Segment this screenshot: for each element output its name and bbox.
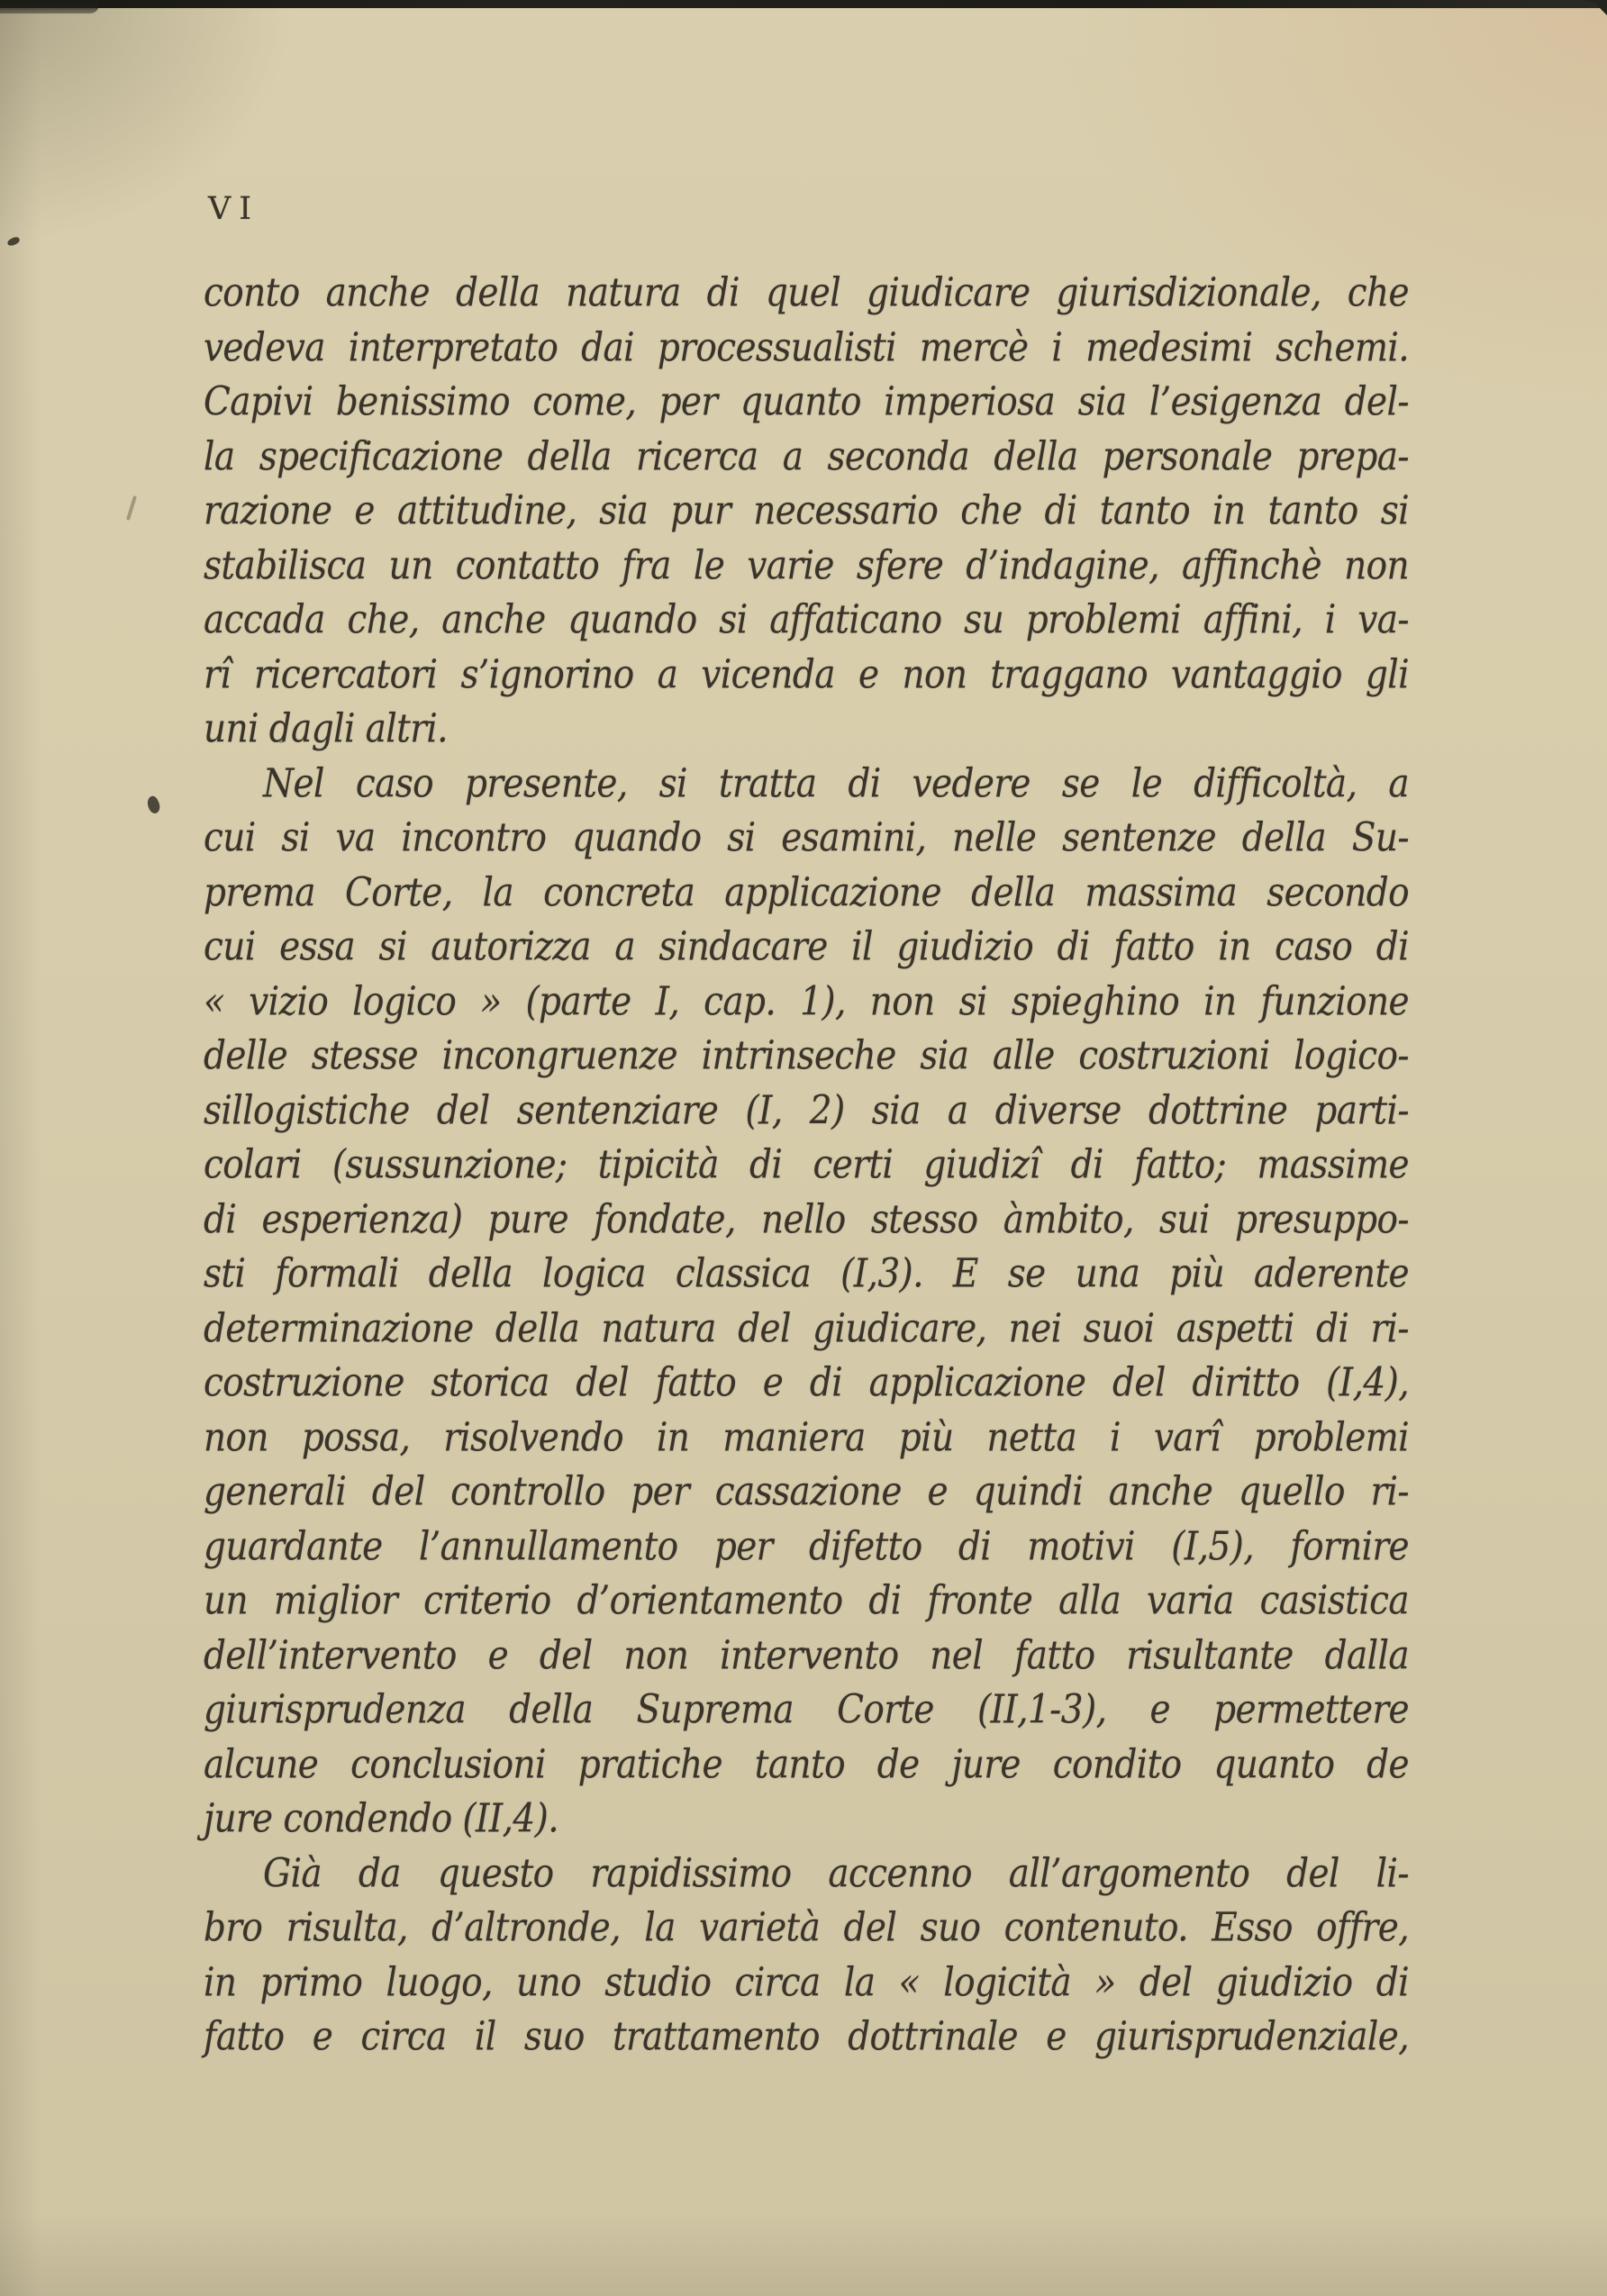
text-line: di esperienza) pure fondate, nello stesso àmbito, sui presuppo- — [204, 1196, 1409, 1243]
text-line: in primo luogo, uno studio circa la « logicità » del giudizio di — [204, 1959, 1409, 2006]
paragraph — [204, 267, 1409, 758]
text-line: cui si va incontro quando si esamini, nelle sentenze della Su- — [204, 814, 1409, 861]
text-line: determinazione della natura del giudicare, nei suoi aspetti di ri- — [204, 1305, 1409, 1352]
page-top-edge-shadow — [0, 0, 1607, 8]
text-line: costruzione storica del fatto e di applicazione del diritto (I,4), — [204, 1359, 1409, 1406]
text-line: cui essa si autorizza a sindacare il giudizio di fatto in caso di — [204, 923, 1409, 970]
text-line: prema Corte, la concreta applicazione della massima secondo — [204, 869, 1409, 916]
paragraph — [204, 1847, 1409, 2065]
text-line: stabilisca un contatto fra le varie sfere d’indagine, affinchè non — [204, 542, 1409, 589]
text-line: rî ricercatori s’ignorino a vicenda e non traggano vantaggio gli — [204, 651, 1409, 698]
text-line: sillogistiche del sentenziare (I, 2) sia a diverse dottrine parti- — [204, 1087, 1409, 1134]
paragraph — [204, 758, 1409, 1847]
page-text — [204, 267, 1409, 2065]
text-line: accada che, anche quando si affaticano su problemi affini, i va- — [204, 596, 1409, 643]
ink-speck — [144, 794, 162, 815]
text-line: Capivi benissimo come, per quanto imperiosa sia l’esigenza del- — [204, 378, 1409, 425]
text-line: generali del controllo per cassazione e quindi anche quello ri- — [204, 1468, 1409, 1515]
text-line: conto anche della natura di quel giudicare giurisdizionale, che — [204, 269, 1409, 316]
text-line: bro risulta, d’altronde, la varietà del suo contenuto. Esso offre, — [204, 1904, 1409, 1951]
text-line: colari (sussunzione; tipicità di certi giudizî di fatto; massime — [204, 1141, 1409, 1188]
page-top-left-edge-shadow — [0, 0, 99, 14]
text-line: guardante l’annullamento per difetto di motivi (I,5), fornire — [204, 1523, 1409, 1570]
text-line: uni dagli altri. — [204, 705, 448, 752]
text-line: jure condendo (II,4). — [204, 1795, 559, 1842]
text-line: fatto e circa il suo trattamento dottrinale e giurisprudenziale, — [204, 2013, 1409, 2060]
text-line: Già da questo rapidissimo accenno all’argomento del li- — [263, 1850, 1409, 1897]
text-line: vedeva interpretato dai processualisti mercè i medesimi schemi. — [204, 324, 1409, 371]
text-line: razione e attitudine, sia pur necessario che di tanto in tanto si — [204, 487, 1409, 534]
text-line: sti formali della logica classica (I,3). E se una più aderente — [204, 1250, 1409, 1297]
page-number: VI — [208, 191, 260, 227]
text-line: non possa, risolvendo in maniera più netta i varî problemi — [204, 1414, 1409, 1461]
text-line: dell’intervento e del non intervento nel fatto risultante dalla — [204, 1632, 1409, 1679]
text-line: Nel caso presente, si tratta di vedere se le difficoltà, a — [263, 760, 1409, 807]
ink-speck — [278, 739, 284, 743]
ink-speck — [6, 236, 21, 247]
text-line: giurisprudenza della Suprema Corte (II,1-3), e permettere — [204, 1686, 1409, 1733]
text-line: la specificazione della ricerca a seconda della personale prepa- — [204, 433, 1409, 480]
text-line: alcune conclusioni pratiche tanto de jure condito quanto de — [204, 1741, 1409, 1788]
text-line: delle stesse incongruenze intrinseche sia alle costruzioni logico- — [204, 1032, 1409, 1079]
text-line: un miglior criterio d’orientamento di fronte alla varia casistica — [204, 1577, 1409, 1624]
pencil-mark — [126, 495, 137, 521]
text-line: « vizio logico » (parte I, cap. 1), non si spieghino in funzione — [204, 978, 1409, 1025]
